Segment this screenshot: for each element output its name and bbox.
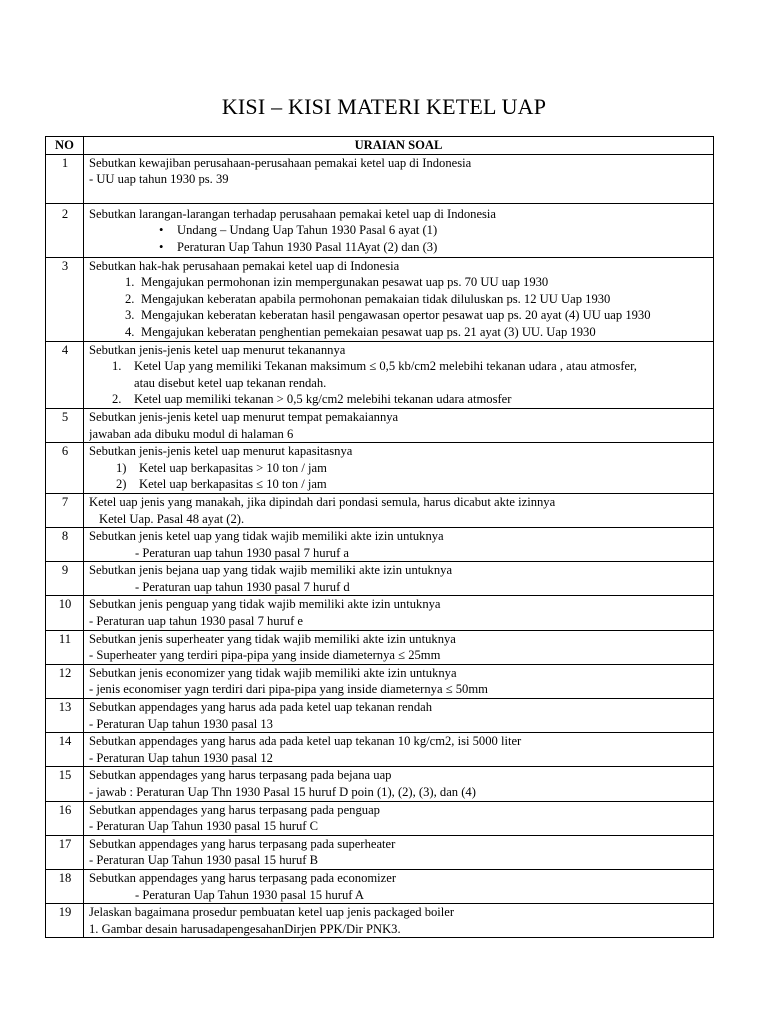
- answer-text: - Peraturan uap tahun 1930 pasal 7 huruf d: [135, 579, 350, 594]
- bullet-item: • Peraturan Uap Tahun 1930 Pasal 11Ayat (2) dan (3): [159, 239, 438, 254]
- table-row: [46, 154, 714, 203]
- row-number: 14: [46, 733, 84, 767]
- header-uraian-soal: URAIAN SOAL: [84, 137, 714, 155]
- row-content: [84, 528, 714, 562]
- kisi-table: [45, 136, 714, 938]
- list-item: 4. Mengajukan keberatan penghentian pemekaian pesawat uap ps. 21 ayat (3) UU. Uap 1930: [125, 324, 596, 339]
- header-no: NO: [46, 137, 84, 155]
- answer-text: - UU uap tahun 1930 ps. 39: [89, 172, 229, 187]
- list-item: 1. Ketel Uap yang memiliki Tekanan maksimum ≤ 0,5 kb/cm2 melebihi tekanan udara , atau atmosfer,: [112, 359, 637, 374]
- table-row: [46, 341, 714, 408]
- table-row: [46, 904, 714, 938]
- row-content: [84, 904, 714, 938]
- question-text: Sebutkan appendages yang harus ada pada ketel uap tekanan 10 kg/cm2, isi 5000 liter: [89, 734, 522, 749]
- row-content: [84, 203, 714, 257]
- row-number: 10: [46, 596, 84, 630]
- table-row: [46, 801, 714, 835]
- row-number: 6: [46, 443, 84, 494]
- row-number: 19: [46, 904, 84, 938]
- question-text: Sebutkan jenis superheater yang tidak wajib memiliki akte izin untuknya: [89, 631, 456, 646]
- bullet-marker: •: [159, 239, 164, 254]
- row-number: 1: [46, 154, 84, 203]
- table-header-row: [46, 137, 714, 155]
- question-text: Sebutkan jenis-jenis ketel uap menurut tempat pemakaiannya: [89, 409, 399, 424]
- list-item-continuation: atau disebut ketel uap tekanan rendah.: [134, 375, 327, 390]
- bullet-marker: •: [159, 223, 164, 238]
- row-content: [84, 801, 714, 835]
- row-content: [84, 664, 714, 698]
- row-number: 13: [46, 699, 84, 733]
- row-content: [84, 699, 714, 733]
- question-text: Sebutkan appendages yang harus ada pada ketel uap tekanan rendah: [89, 700, 433, 715]
- question-text: Ketel uap jenis yang manakah, jika dipindah dari pondasi semula, harus dicabut akte izinnya: [89, 494, 556, 509]
- row-number: 5: [46, 408, 84, 442]
- row-content: [84, 408, 714, 442]
- page-title: KISI – KISI MATERI KETEL UAP: [221, 94, 547, 119]
- answer-text: - Peraturan uap tahun 1930 pasal 7 huruf e: [89, 614, 304, 629]
- row-content: [84, 733, 714, 767]
- answer-text: - Peraturan Uap tahun 1930 pasal 13: [89, 716, 273, 731]
- row-content: [84, 493, 714, 527]
- list-item: 1) Ketel uap berkapasitas > 10 ton / jam: [116, 460, 327, 475]
- row-number: 3: [46, 257, 84, 341]
- question-text: Sebutkan appendages yang harus terpasang pada superheater: [89, 836, 396, 851]
- row-content: [84, 869, 714, 903]
- question-text: Sebutkan larangan-larangan terhadap perusahaan pemakai ketel uap di Indonesia: [89, 206, 497, 221]
- question-text: Sebutkan appendages yang harus terpasang pada economizer: [89, 870, 397, 885]
- answer-text: Ketel Uap. Pasal 48 ayat (2).: [99, 511, 245, 526]
- table-row: [46, 408, 714, 442]
- table-row: [46, 203, 714, 257]
- table-row: [46, 664, 714, 698]
- row-number: 18: [46, 869, 84, 903]
- row-number: 8: [46, 528, 84, 562]
- table-row: [46, 630, 714, 664]
- answer-text: - jawab : Peraturan Uap Thn 1930 Pasal 15 huruf D poin (1), (2), (3), dan (4): [89, 785, 476, 799]
- row-content: [84, 630, 714, 664]
- list-item: 1. Mengajukan permohonan izin mempergunakan pesawat uap ps. 70 UU uap 1930: [125, 275, 549, 290]
- table-row: [46, 562, 714, 596]
- question-text: Sebutkan jenis-jenis ketel uap menurut kapasitasnya: [89, 444, 353, 459]
- row-content: [84, 562, 714, 596]
- question-text: Sebutkan jenis bejana uap yang tidak wajib memiliki akte izin untuknya: [89, 563, 453, 578]
- row-content: [84, 154, 714, 203]
- answer-text: - Peraturan Uap tahun 1930 pasal 12: [89, 750, 273, 765]
- answer-text: - Superheater yang terdiri pipa-pipa yang inside diameternya ≤ 25mm: [89, 648, 441, 663]
- list-item: 3. Mengajukan keberatan keberatan hasil pengawasan opertor pesawat uap ps. 20 ayat (4) UU uap 1930: [125, 308, 651, 323]
- answer-text: 1. Gambar desain harusadapengesahanDirjen PPK/Dir PNK3.: [89, 921, 401, 936]
- row-number: 16: [46, 801, 84, 835]
- table-row: [46, 733, 714, 767]
- question-text: Sebutkan kewajiban perusahaan-perusahaan pemakai ketel uap di Indonesia: [89, 155, 472, 170]
- list-item: 2. Mengajukan keberatan apabila permohonan pemakaian tidak diluluskan ps. 12 UU Uap 1930: [125, 291, 611, 306]
- row-number: 9: [46, 562, 84, 596]
- table-row: [46, 443, 714, 494]
- row-number: 12: [46, 664, 84, 698]
- row-number: 7: [46, 493, 84, 527]
- answer-text: - Peraturan uap tahun 1930 pasal 7 huruf a: [135, 545, 350, 560]
- table-row: [46, 493, 714, 527]
- question-text: Sebutkan appendages yang harus terpasang pada bejana uap: [89, 768, 392, 783]
- answer-text: - Peraturan Uap Tahun 1930 pasal 15 huruf C: [89, 819, 319, 834]
- answer-text: - jenis economiser yagn terdiri dari pipa-pipa yang inside diameternya ≤ 50mm: [89, 682, 488, 697]
- row-content: [84, 257, 714, 341]
- table-row: [46, 596, 714, 630]
- bullet-item: • Undang – Undang Uap Tahun 1930 Pasal 6 ayat (1): [159, 223, 438, 238]
- question-text: Sebutkan jenis economizer yang tidak wajib memiliki akte izin untuknya: [89, 665, 457, 680]
- row-number: 11: [46, 630, 84, 664]
- row-number: 17: [46, 835, 84, 869]
- question-text: Sebutkan jenis-jenis ketel uap menurut tekanannya: [89, 342, 346, 357]
- table-row: [46, 835, 714, 869]
- question-text: Sebutkan jenis penguap yang tidak wajib memiliki akte izin untuknya: [89, 597, 441, 612]
- list-item: 2) Ketel uap berkapasitas ≤ 10 ton / jam: [116, 477, 327, 492]
- row-content: [84, 341, 714, 408]
- question-text: Sebutkan jenis ketel uap yang tidak wajib memiliki akte izin untuknya: [89, 529, 444, 544]
- answer-text: jawaban ada dibuku modul di halaman 6: [89, 426, 294, 441]
- row-number: 4: [46, 341, 84, 408]
- table-row: [46, 257, 714, 341]
- row-number: 15: [46, 767, 84, 801]
- question-text: Jelaskan bagaimana prosedur pembuatan ketel uap jenis packaged boiler: [89, 905, 455, 920]
- table-row: [46, 869, 714, 903]
- row-number: 2: [46, 203, 84, 257]
- answer-text: - Peraturan Uap Tahun 1930 pasal 15 huruf A: [135, 887, 365, 902]
- row-content: [84, 596, 714, 630]
- table-row: [46, 699, 714, 733]
- row-content: [84, 835, 714, 869]
- table-row: [46, 528, 714, 562]
- list-item: 2. Ketel uap memiliki tekanan > 0,5 kg/cm2 melebihi tekanan udara atmosfer: [112, 392, 512, 407]
- row-content: [84, 443, 714, 494]
- row-content: [84, 767, 714, 801]
- table-row: [46, 767, 714, 801]
- question-text: Sebutkan hak-hak perusahaan pemakai ketel uap di Indonesia: [89, 258, 400, 273]
- question-text: Sebutkan appendages yang harus terpasang pada penguap: [89, 802, 380, 817]
- answer-text: - Peraturan Uap Tahun 1930 pasal 15 huruf B: [89, 853, 319, 868]
